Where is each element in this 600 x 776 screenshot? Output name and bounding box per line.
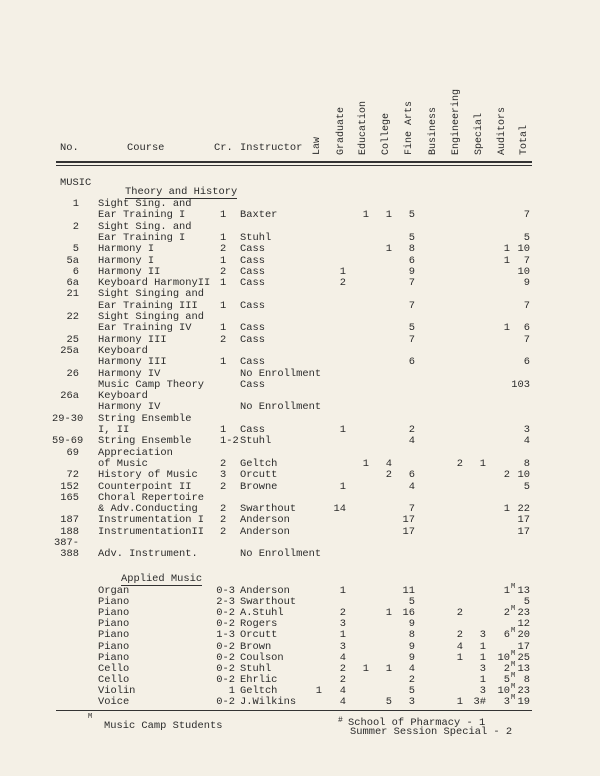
count-cell: 10 [497, 684, 510, 697]
count-cell: 1 [456, 651, 463, 664]
count-cell: 1 [479, 640, 486, 653]
credit-value: 0-2 [216, 618, 235, 631]
instructor-name: Stuhl [240, 662, 272, 675]
count-cell: 2 [456, 457, 463, 470]
count-cell: 3 [339, 640, 346, 653]
course-number: 22 [66, 311, 79, 323]
header-no: No. [60, 142, 79, 154]
count-cell: 19 [517, 696, 530, 708]
count-cell: 2 [385, 469, 392, 482]
count-cell: 10 [517, 469, 530, 482]
count-cell: 8 [408, 629, 415, 642]
instructor-name: No Enrollment [240, 367, 322, 380]
course-name: Piano [98, 651, 130, 664]
count-cell: 1 [479, 651, 486, 664]
count-cell: 6 [408, 469, 415, 482]
count-cell: 1 [339, 629, 346, 642]
count-cell: 8 [523, 673, 530, 686]
instructor-name: Cass [240, 424, 265, 436]
count-cell: 2 [503, 607, 510, 620]
count-cell: 1 [503, 322, 510, 335]
count-cell: 8 [523, 457, 530, 470]
count-cell: 3 [523, 424, 530, 436]
count-cell: 4 [339, 696, 346, 708]
column-header-4: Fine Arts [404, 100, 415, 155]
instructor-name: Geltch [240, 457, 278, 470]
count-cell: 2 [408, 673, 415, 686]
count-cell: 1 [385, 662, 392, 675]
count-cell: 5 [523, 480, 530, 493]
count-cell: 3 [479, 662, 486, 675]
auditor-superscript: M [511, 682, 516, 691]
count-cell: 16 [402, 607, 415, 620]
count-cell: 1 [456, 696, 463, 708]
course-number: 72 [66, 469, 79, 482]
count-cell: 9 [523, 277, 530, 290]
count-cell: 4 [456, 640, 463, 653]
instructor-name: Anderson [240, 514, 290, 527]
count-cell: 1 [339, 265, 346, 278]
course-name: Keyboard HarmonyII [98, 277, 211, 290]
credit-value: 2 [220, 503, 227, 516]
auditor-superscript: M [511, 627, 516, 636]
instructor-name: Stuhl [240, 435, 272, 448]
course-number: 187 [60, 514, 79, 527]
instructor-name: Anderson [240, 525, 290, 538]
count-cell: 2 [339, 277, 346, 290]
course-number: 26 [66, 367, 79, 380]
column-header-0: Law [312, 136, 323, 155]
count-cell: 1 [339, 585, 346, 597]
count-cell: 23 [517, 607, 530, 620]
course-name: Harmony IV [98, 401, 161, 414]
credit-value: 0-2 [216, 607, 235, 620]
count-cell: 9 [408, 651, 415, 664]
course-number: 5a [66, 254, 79, 267]
count-cell: 4 [408, 662, 415, 675]
count-cell: 25 [517, 651, 530, 664]
count-cell: 5 [523, 231, 530, 244]
course-name: Ear Training IV [98, 322, 192, 335]
instructor-name: No Enrollment [240, 548, 322, 561]
credit-value: 1 [220, 299, 227, 312]
course-number: 21 [66, 288, 79, 301]
count-cell: 3# [473, 696, 486, 708]
instructor-name: Cass [240, 243, 265, 256]
header-rule-top [56, 161, 532, 163]
course-name: Instrumentation I [98, 514, 205, 527]
instructor-name: Geltch [240, 684, 278, 697]
instructor-name: Brown [240, 640, 272, 653]
count-cell: 1 [362, 457, 369, 470]
course-name: String Ensemble [98, 412, 192, 425]
instructor-name: Swarthout [240, 596, 297, 609]
count-cell: 10 [517, 265, 530, 278]
course-name: Ear Training I [98, 231, 186, 244]
count-cell: 103 [511, 378, 530, 391]
header-instructor: Instructor [240, 142, 303, 154]
course-name: Counterpoint II [98, 480, 192, 493]
course-name: Cello [98, 662, 130, 675]
column-header-6: Engineering [451, 88, 462, 155]
course-name: Choral Repertoire [98, 491, 205, 504]
header-rule-bottom [56, 165, 532, 166]
course-number: 6a [66, 277, 79, 290]
auditor-superscript: M [511, 694, 516, 702]
count-cell: 1 [362, 209, 369, 222]
count-cell: 7 [408, 277, 415, 290]
count-cell: 9 [408, 265, 415, 278]
instructor-name: Cass [240, 265, 265, 278]
count-cell: 4 [339, 651, 346, 664]
count-cell: 20 [517, 629, 530, 642]
count-cell: 5 [408, 322, 415, 335]
course-number: 25a [60, 344, 79, 357]
instructor-name: Anderson [240, 585, 290, 597]
course-name: Piano [98, 618, 130, 631]
course-number: 152 [60, 480, 79, 493]
credit-value: 1 [220, 209, 227, 222]
footnote-m-text: Music Camp Students [104, 720, 223, 732]
count-cell: 3 [479, 684, 486, 697]
column-header-8: Auditors [497, 106, 508, 155]
credit-value: 1 [228, 684, 235, 697]
count-cell: 7 [523, 209, 530, 222]
department-label: MUSIC [60, 177, 92, 189]
course-name: Keyboard [98, 390, 148, 403]
count-cell: 2 [339, 662, 346, 675]
course-number: 6 [72, 265, 79, 278]
footnote-hash-text-2: Summer Session Special - 2 [350, 726, 513, 738]
course-name: Piano [98, 629, 130, 642]
count-cell: 5 [523, 596, 530, 609]
column-header-9: Total [519, 124, 530, 155]
credit-value: 3 [220, 469, 227, 482]
credit-value: 0-2 [216, 662, 235, 675]
credit-value: 2 [220, 480, 227, 493]
instructor-name: Orcutt [240, 469, 278, 482]
course-number: 1 [72, 198, 79, 210]
section-applied: Applied Music [121, 573, 203, 585]
count-cell: 6 [503, 629, 510, 642]
course-number: 2 [72, 220, 79, 233]
header-course: Course [127, 142, 165, 154]
course-name: Harmony IV [98, 367, 161, 380]
count-cell: 1 [362, 662, 369, 675]
count-cell: 11 [402, 585, 415, 597]
course-name: Cello [98, 673, 130, 686]
count-cell: 4 [339, 684, 346, 697]
column-header-5: Business [428, 106, 439, 155]
credit-value: 2 [220, 333, 227, 346]
instructor-name: Cass [240, 378, 265, 391]
credit-value: 1 [220, 356, 227, 369]
instructor-name: A.Stuhl [240, 607, 284, 620]
header-cr: Cr. [214, 142, 233, 154]
credit-value: 2 [220, 265, 227, 278]
count-cell: 6 [408, 356, 415, 369]
course-name: Violin [98, 684, 136, 697]
count-cell: 17 [402, 514, 415, 527]
auditor-superscript: M [511, 660, 516, 669]
count-cell: 1 [479, 457, 486, 470]
count-cell: 13 [517, 662, 530, 675]
course-name: Voice [98, 696, 130, 708]
instructor-name: Baxter [240, 209, 278, 222]
count-cell: 1 [385, 209, 392, 222]
count-cell: 1 [315, 684, 322, 697]
course-number: 25 [66, 333, 79, 346]
count-cell: 5 [408, 596, 415, 609]
count-cell: 7 [408, 333, 415, 346]
auditor-superscript: M [511, 605, 516, 614]
course-name: of Music [98, 457, 148, 470]
instructor-name: Swarthout [240, 503, 297, 516]
course-name: Sight Singing and [98, 311, 205, 323]
count-cell: 7 [523, 333, 530, 346]
course-number: 388 [60, 548, 79, 561]
count-cell: 7 [408, 503, 415, 516]
credit-value: 2-3 [216, 596, 235, 609]
count-cell: 5 [408, 684, 415, 697]
credit-value: 0-2 [216, 651, 235, 664]
count-cell: 5 [408, 209, 415, 222]
count-cell: 1 [385, 243, 392, 256]
instructor-name: Cass [240, 333, 265, 346]
instructor-name: Cass [240, 254, 265, 267]
credit-value: 1 [220, 231, 227, 244]
count-cell: 6 [408, 254, 415, 267]
credit-value: 0-2 [216, 640, 235, 653]
column-header-3: College [381, 112, 392, 155]
count-cell: 2 [339, 607, 346, 620]
credit-value: 2 [220, 514, 227, 527]
count-cell: 17 [517, 514, 530, 527]
course-number: 165 [60, 491, 79, 504]
course-name: String Ensemble [98, 435, 192, 448]
count-cell: 1 [385, 607, 392, 620]
credit-value: 0-2 [216, 673, 235, 686]
count-cell: 10 [497, 651, 510, 664]
course-name: Harmony II [98, 265, 161, 278]
instructor-name: Cass [240, 277, 265, 290]
count-cell: 1 [503, 254, 510, 267]
course-name: Organ [98, 585, 130, 597]
auditor-superscript: M [511, 649, 516, 658]
course-name: Sight Sing. and [98, 198, 192, 210]
credit-value: 1 [220, 322, 227, 335]
count-cell: 7 [408, 299, 415, 312]
course-name: Appreciation [98, 446, 173, 459]
instructor-name: Ehrlic [240, 673, 278, 686]
count-cell: 1 [339, 424, 346, 436]
credit-value: 2 [220, 525, 227, 538]
credit-value: 1 [220, 424, 227, 436]
course-name: Piano [98, 640, 130, 653]
credit-value: 0-2 [216, 696, 235, 708]
count-cell: 5 [385, 696, 392, 708]
count-cell: 8 [408, 243, 415, 256]
course-number: 69 [66, 446, 79, 459]
count-cell: 5 [503, 673, 510, 686]
course-name: Harmony III [98, 333, 167, 346]
count-cell: 5 [408, 231, 415, 244]
count-cell: 17 [402, 525, 415, 538]
footnote-hash-text-1: School of Pharmacy - 1 [348, 717, 486, 729]
count-cell: 3 [479, 629, 486, 642]
course-name: Music Camp Theory [98, 378, 205, 391]
count-cell: 14 [333, 503, 346, 516]
count-cell: 2 [339, 673, 346, 686]
count-cell: 10 [517, 243, 530, 256]
instructor-name: Rogers [240, 618, 278, 631]
count-cell: 9 [408, 618, 415, 631]
instructor-name: Cass [240, 356, 265, 369]
course-name: Keyboard [98, 344, 148, 357]
course-number: 387- [54, 537, 79, 549]
count-cell: 2 [503, 469, 510, 482]
instructor-name: No Enrollment [240, 401, 322, 414]
section-theory: Theory and History [125, 186, 238, 198]
instructor-name: Orcutt [240, 629, 278, 642]
credit-value: 1 [220, 277, 227, 290]
course-name: Adv. Instrument. [98, 548, 198, 561]
course-number: 26a [60, 390, 79, 403]
credit-value: 1-3 [216, 629, 235, 642]
credit-value: 1 [220, 254, 227, 267]
column-header-7: Special [474, 112, 485, 155]
course-name: Sight Singing and [98, 288, 205, 301]
instructor-name: J.Wilkins [240, 696, 297, 708]
course-name: Sight Sing. and [98, 220, 192, 233]
count-cell: 6 [523, 356, 530, 369]
footer-rule [56, 710, 532, 711]
count-cell: 4 [408, 435, 415, 448]
count-cell: 1 [479, 673, 486, 686]
count-cell: 3 [408, 696, 415, 708]
count-cell: 1 [503, 243, 510, 256]
course-name: History of Music [98, 469, 198, 482]
column-header-1: Graduate [336, 106, 347, 155]
footnote-m-symbol: M [88, 713, 93, 721]
count-cell: 2 [503, 662, 510, 675]
count-cell: 6 [523, 322, 530, 335]
instructor-name: Cass [240, 322, 265, 335]
course-name: Piano [98, 607, 130, 620]
column-header-2: Education [358, 100, 369, 155]
course-name: InstrumentationII [98, 525, 205, 538]
credit-value: 2 [220, 457, 227, 470]
credit-value: 2 [220, 243, 227, 256]
course-name: Harmony I [98, 243, 155, 256]
course-number: 59-69 [52, 435, 84, 448]
instructor-name: Browne [240, 480, 278, 493]
count-cell: 1 [503, 503, 510, 516]
course-number: 5 [72, 243, 79, 256]
count-cell: 2 [456, 607, 463, 620]
count-cell: 2 [408, 424, 415, 436]
count-cell: 22 [517, 503, 530, 516]
count-cell: 7 [523, 254, 530, 267]
course-number: 188 [60, 525, 79, 538]
course-name: Harmony I [98, 254, 155, 267]
course-name: Piano [98, 596, 130, 609]
course-name: Ear Training III [98, 299, 198, 312]
instructor-name: Stuhl [240, 231, 272, 244]
credit-value: 0-3 [216, 585, 235, 597]
count-cell: 12 [517, 618, 530, 631]
credit-value: 1-2 [220, 435, 239, 448]
count-cell: 4 [408, 480, 415, 493]
count-cell: 3 [339, 618, 346, 631]
auditor-superscript: M [511, 583, 516, 591]
footnote-hash-symbol: # [338, 716, 343, 725]
instructor-name: Coulson [240, 651, 284, 664]
count-cell: 17 [517, 640, 530, 653]
count-cell: 2 [456, 629, 463, 642]
course-name: I, II [98, 424, 130, 436]
count-cell: 4 [385, 457, 392, 470]
count-cell: 9 [408, 640, 415, 653]
course-name: Ear Training I [98, 209, 186, 222]
count-cell: 7 [523, 299, 530, 312]
count-cell: 1 [503, 585, 510, 597]
count-cell: 17 [517, 525, 530, 538]
course-name: Harmony III [98, 356, 167, 369]
auditor-superscript: M [511, 671, 516, 680]
instructor-name: Cass [240, 299, 265, 312]
count-cell: 1 [339, 480, 346, 493]
count-cell: 13 [517, 585, 530, 597]
course-name: & Adv.Conducting [98, 503, 198, 516]
count-cell: 4 [523, 435, 530, 448]
count-cell: 3 [503, 696, 510, 708]
count-cell: 23 [517, 684, 530, 697]
course-number: 29-30 [52, 412, 84, 425]
